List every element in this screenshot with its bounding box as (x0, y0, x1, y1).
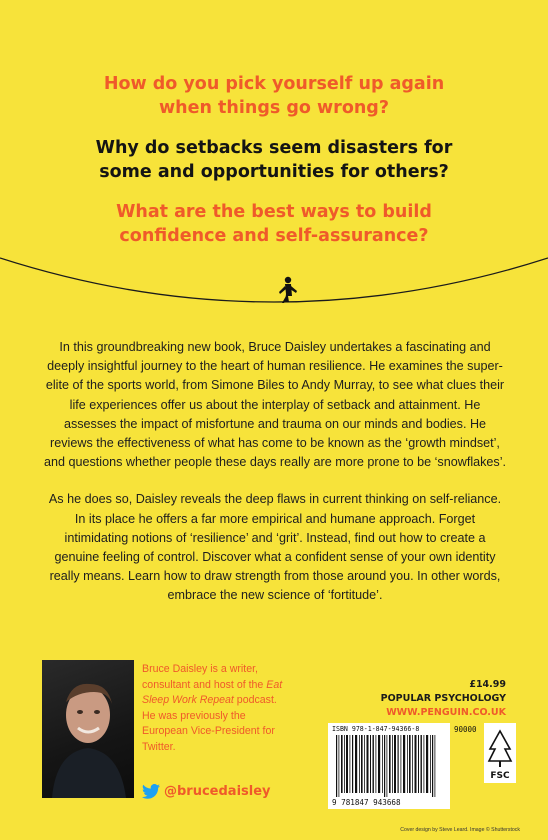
author-photo (42, 660, 134, 798)
book-description (42, 338, 508, 624)
question-2: Why do setbacks seem disasters for some and opportunities for others? (95, 138, 453, 182)
barcode-digits: 9 781847 943668 (332, 798, 401, 807)
author-bio-text: Bruce Daisley is a writer, consultant and host of the (142, 663, 267, 691)
publisher-info (336, 678, 506, 720)
tightrope-line (0, 258, 548, 302)
price-code: 90000 (454, 725, 477, 734)
publisher-url: WWW.PENGUIN.CO.UK (386, 707, 506, 718)
fsc-label: FSC (490, 771, 510, 781)
twitter-bird-icon (142, 784, 160, 799)
cover-credits: Cover design by Steve Leard. Image © Shutterstock (400, 827, 520, 833)
price: £14.99 (469, 679, 506, 690)
barcode (328, 723, 450, 809)
category: POPULAR PSYCHOLOGY (380, 693, 506, 704)
isbn-label: ISBN 978-1-847-94366-8 (332, 725, 420, 733)
blurb-paragraph-2: As he does so, Daisley reveals the deep flaws in current thinking on self-reliance. In its place he offers a far more empirical and humane approach. Forget intimidating notions of ‘resilience’ and ‘grit’. Instead, find out how to create a genuine feeling of control. Discover what a confident sense of your own identity really means. Learn how to draw strength from those around you. In other words, embrace the new science of ‘fortitude’. (48, 492, 502, 603)
podcast-title: Eat Sleep Work Repeat (142, 678, 283, 707)
tightrope-walker-icon (279, 277, 297, 303)
tightrope-illustration (0, 236, 548, 326)
question-1: How do you pick yourself up again when things go wrong? (103, 74, 445, 118)
question-3: What are the best ways to build confidence and self-assurance? (116, 202, 432, 246)
twitter-handle-text: @brucedaisley (164, 784, 271, 799)
author-bio-text-end: podcast. He was previously the European Vice-President for Twitter. (142, 694, 277, 753)
author-bio (142, 662, 292, 756)
blurb-paragraph-1: In this groundbreaking new book, Bruce Daisley undertakes a fascinating and deeply insightful journey to the heart of human resilience. He examines the super-elite of the sports world, from Simone Biles to Andy Murray, to see what clues their life experiences offer us about the interplay of setback and attainment. He assesses the impact of misfortune and trauma on our minds and bodies. He reviews the effectiveness of what has come to be known as the ‘growth mindset’, and questions whether people these days really are more prone to be ‘snowflakes’. (43, 340, 507, 470)
fsc-tree-icon (484, 723, 516, 783)
barcode-bars (328, 723, 450, 809)
twitter-handle[interactable] (142, 784, 271, 799)
fsc-logo (484, 723, 516, 783)
